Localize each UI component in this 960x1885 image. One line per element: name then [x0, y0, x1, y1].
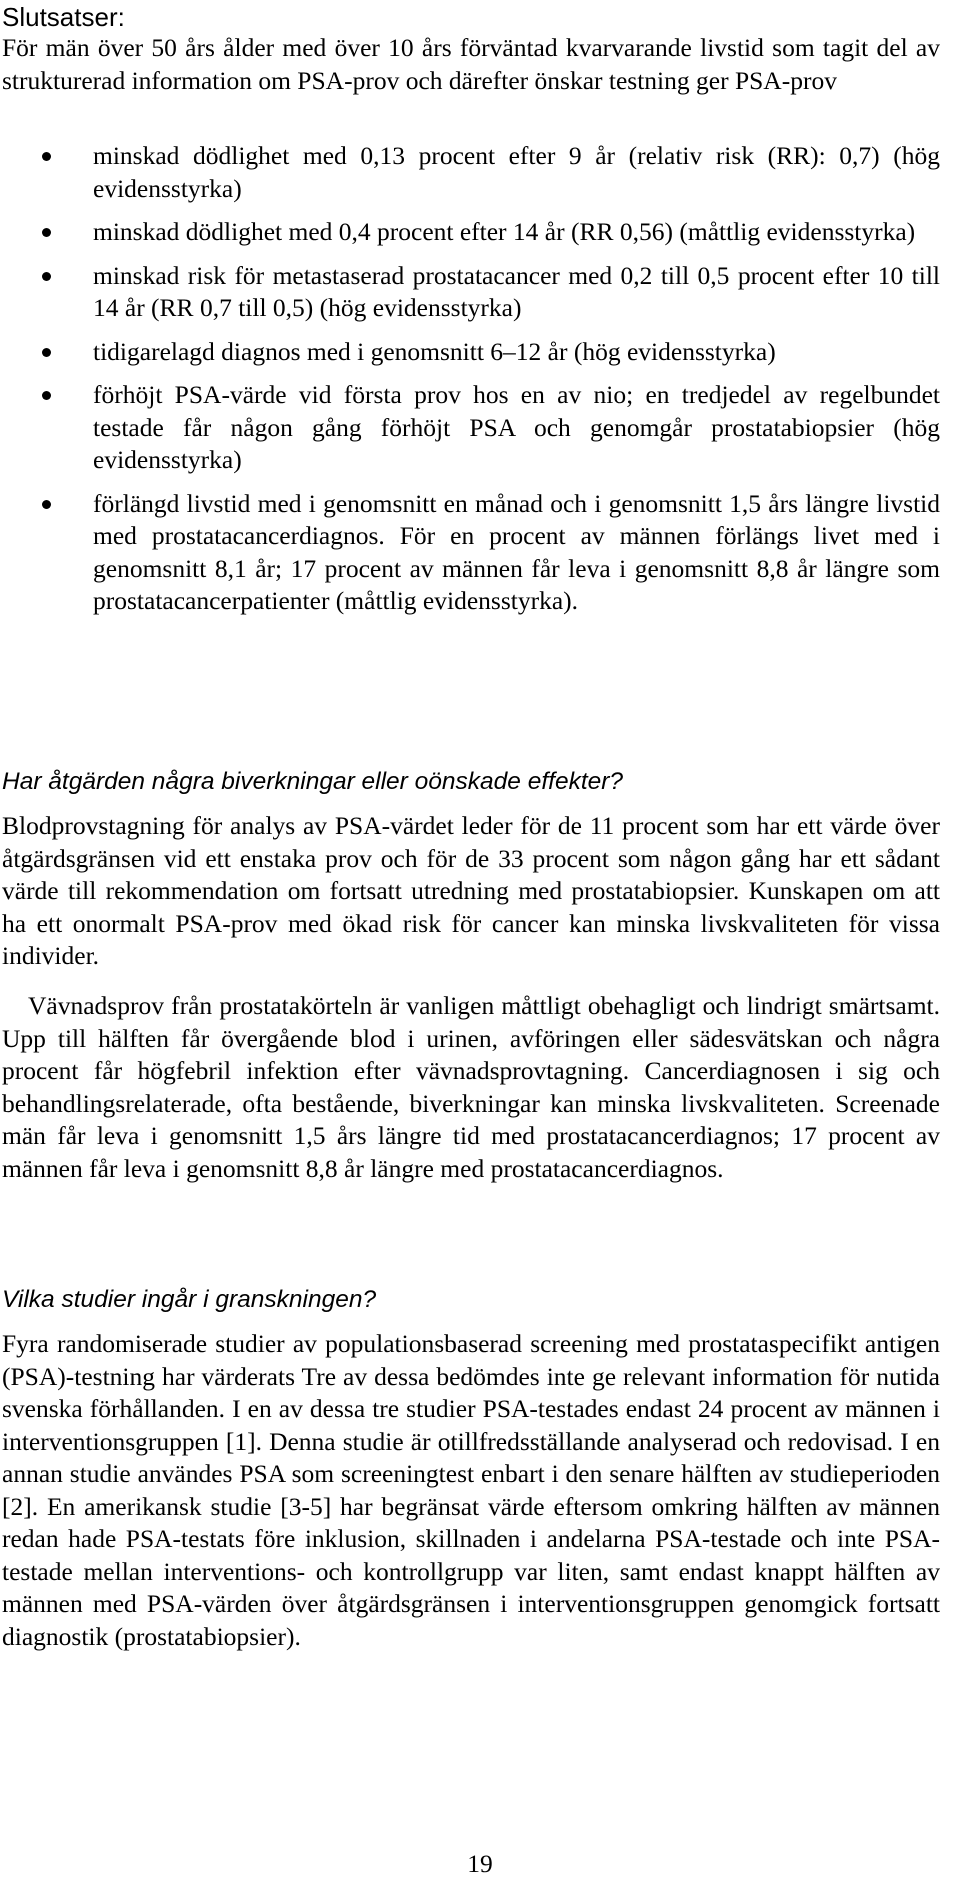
bullet-text: minskad dödlighet med 0,4 procent efter 14 år (RR 0,56) (måttlig evidensstyrka) [93, 217, 916, 246]
bullet-dot-icon [42, 272, 51, 281]
bullet-text: förhöjt PSA-värde vid första prov hos en av nio; en tredjedel av regelbundet testade får någon gång förhöjt PSA och genomgår prostatabiopsier (hög evidensstyrka) [93, 380, 940, 474]
studies-paragraph: Fyra randomiserade studier av populationsbaserad screening med prostataspecifikt antigen (PSA)-testning har värderats Tre av dessa bedömdes inte ge relevant information för nutida svenska förhållanden. I en av dessa tre studier PSA-testades endast 24 procent av männen i interventionsgruppen [1]. Denna studie är otillfredsställande analyserad och redovisad. I en annan studie användes PSA som screeningtest enbart i den senare hälften av studieperioden [2]. En amerikansk studie [3-5] har begränsat värde eftersom omkring hälften av männen redan hade PSA-testats före inklusion, skillnaden i andelarna PSA-testade och inte PSA-testade mellan interventions- och kontrollgrupp var liten, samt endast knappt hälften av männen med PSA-värden över åtgärdsgränsen i interventionsgruppen genomgick fortsatt diagnostik (prostatabiopsier). [2, 1329, 940, 1651]
bullet-item [0, 140, 940, 205]
studies-heading: Vilka studier ingår i granskningen? [2, 1286, 377, 1313]
bullet-item [0, 336, 940, 369]
bullet-text: minskad dödlighet med 0,13 procent efter 9 år (relativ risk (RR): 0,7) (hög evidensstyrka) [93, 141, 940, 203]
conclusions-bullet-list [0, 140, 960, 618]
bullet-item [0, 260, 940, 325]
bullet-dot-icon [42, 391, 51, 400]
page-number: 19 [467, 1849, 493, 1878]
side-effects-heading: Har åtgärden några biverkningar eller oönskade effekter? [2, 768, 624, 795]
bullet-item [0, 379, 940, 477]
bullet-item [0, 488, 940, 618]
bullet-dot-icon [42, 152, 51, 161]
bullet-dot-icon [42, 228, 51, 237]
side-effects-paragraph: Blodprovstagning för analys av PSA-värdet leder för de 11 procent som har ett värde över åtgärdsgränsen vid ett enstaka prov och för de 33 procent som någon gång har ett sådant värde till rekommendation om fortsatt utredning med prostatabiopsier. Kunskapen om att ha ett onormalt PSA-prov med ökad risk för cancer kan minska livskvaliteten för vissa individer. [2, 811, 940, 970]
bullet-text: minskad risk för metastaserad prostatacancer med 0,2 till 0,5 procent efter 10 till 14 år (RR 0,7 till 0,5) (hög evidensstyrka) [93, 260, 940, 322]
conclusions-intro: För män över 50 års ålder med över 10 års förväntad kvarvarande livstid som tagit del av strukturerad information om PSA-prov och därefter önskar testning ger PSA-prov [2, 33, 940, 95]
side-effects-paragraph: Vävnadsprov från prostatakörteln är vanligen måttligt obehagligt och lindrigt smärtsamt. Upp till hälften får övergående blod i urinen, avföringen eller sädesvätskan och några procent får högfebril infektion efter vävnadsprovtagning. Cancerdiagnosen i sig och behandlingsrelaterade, ofta bestående, biverkningar kan minska livskvaliteten. Screenade män får leva i genomsnitt 1,5 års längre tid med prostatacancerdiagnos; 17 procent av männen får leva i genomsnitt 8,8 år längre med prostatacancerdiagnos. [2, 991, 940, 1183]
bullet-item [0, 216, 940, 249]
bullet-text: tidigarelagd diagnos med i genomsnitt 6–12 år (hög evidensstyrka) [93, 336, 776, 366]
conclusions-heading: Slutsatser: [2, 2, 125, 32]
bullet-dot-icon [42, 500, 51, 509]
bullet-text: förlängd livstid med i genomsnitt en månad och i genomsnitt 1,5 års längre livstid med prostatacancerdiagnos. För en procent av männen förlängs livet med i genomsnitt 8,1 år; 17 procent av männen får leva i genomsnitt 8,8 år längre som prostatacancerpatienter (måttlig evidensstyrka). [93, 488, 940, 615]
bullet-dot-icon [42, 348, 51, 357]
